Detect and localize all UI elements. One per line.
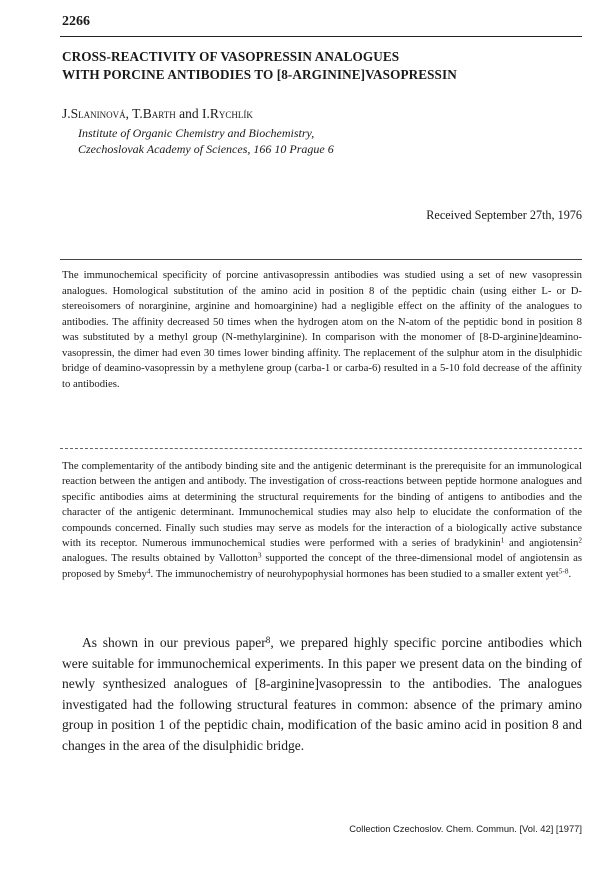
author-initial: T. (132, 106, 143, 121)
journal-citation-footer: Collection Czechoslov. Chem. Commun. [Vol. 42] [1977] (349, 823, 582, 834)
author-initial: I. (202, 106, 210, 121)
introduction-paragraph (62, 459, 582, 582)
page-number: 2266 (62, 14, 90, 29)
reference-superscript: 8 (265, 634, 271, 645)
reference-superscript: 1 (500, 536, 505, 545)
title-line-1: CROSS-REACTIVITY OF VASOPRESSIN ANALOGUES (62, 49, 400, 64)
author-list (62, 106, 253, 122)
author-name: Barth (142, 106, 176, 121)
affiliation-line-1: Institute of Organic Chemistry and Biochemistry, (78, 126, 315, 140)
reference-superscript: 4 (146, 567, 151, 576)
author-name: Rychlík (209, 106, 253, 121)
author-name: Slaninová (70, 106, 126, 121)
header-rule (60, 36, 582, 37)
reference-superscript: 3 (257, 552, 262, 561)
text-run: . The immunochemistry of neurohypophysial hormones has been studied to a smaller extent yet (150, 567, 559, 580)
abstract-bottom-rule (60, 448, 582, 449)
affiliation-line-2: Czechoslovak Academy of Sciences, 166 10 Prague 6 (78, 142, 334, 156)
text-run: and angiotensin (504, 537, 579, 550)
reference-superscript: 5-8 (558, 567, 569, 576)
reference-superscript: 2 (578, 536, 582, 545)
author-initial: J. (62, 106, 71, 121)
text-run: As shown in our previous paper (82, 635, 266, 650)
author-separator: , (125, 106, 133, 121)
author-separator: and (175, 106, 202, 121)
abstract: The immunochemical specificity of porcine antivasopressin antibodies was studied using a set of new vasopressin analogues. Homological substitution of the amino acid in position 8 of the peptidic chain (using either L- or D-stereoisomers of norarginine, arginine and homoarginine) had a negligible effect on the affinity of the analogues to antibodies. The affinity decreased 50 times when the hydrogen atom on the N-atom of the peptidic bond in position 8 was substituted by a methyl group (N-methylarginine). In comparison with the monomer of [8-D-arginine]deamino-vasopressin, the dimer had even 30 times lower binding affinity. The replacement of the sulphur atom in the disulphidic bridge of deamino-vasopressin by a methylene group (carba-1 or carba-6) resulted in a 5-10 fold decrease of the affinity to antibodies. (62, 269, 582, 390)
received-date: Received September 27th, 1976 (426, 208, 582, 222)
article-title (62, 48, 582, 84)
affiliation (78, 125, 334, 157)
text-run: The complementarity of the antibody binding site and the antigenic determinant is the prerequisite for an immunological reaction between the antigen and antibody. The investigation of cross-reactions between peptide hormone analogues and specific antibodies aims at determining the structural requirements for the binding of antigens to antibodies and the character of the antigenic determinant. Immunochemical studies may also help to elucidate the conformation of the compounds concerned. Finally such studies may serve as models for the interaction of a biologically active substance with its receptor. Numerous immunochemical studies were performed with a series of bradykinin (62, 460, 582, 550)
title-line-2: WITH PORCINE ANTIBODIES TO [8-ARGININE]VASOPRESSIN (62, 67, 457, 82)
text-run: supported the concept of the three-dimensional model of angiotensin as proposed by Smeby (62, 552, 582, 580)
text-run: analogues. The results obtained by Vallotton (62, 552, 258, 565)
body-paragraph (62, 633, 582, 757)
text-run: . (568, 567, 572, 580)
text-run: , we prepared highly specific porcine antibodies which were suitable for immunochemical experiments. In this paper we present data on the binding of newly synthesized analogues of [8-arginine]vasopressin to the antibodies. The analogues investigated had the following structural features in common: absence of the primary amino group in position 1 of the peptidic chain, modification of the basic amino acid in position 8 and changes in the area of the disulphidic bridge. (62, 635, 582, 753)
abstract-top-rule (60, 259, 582, 260)
